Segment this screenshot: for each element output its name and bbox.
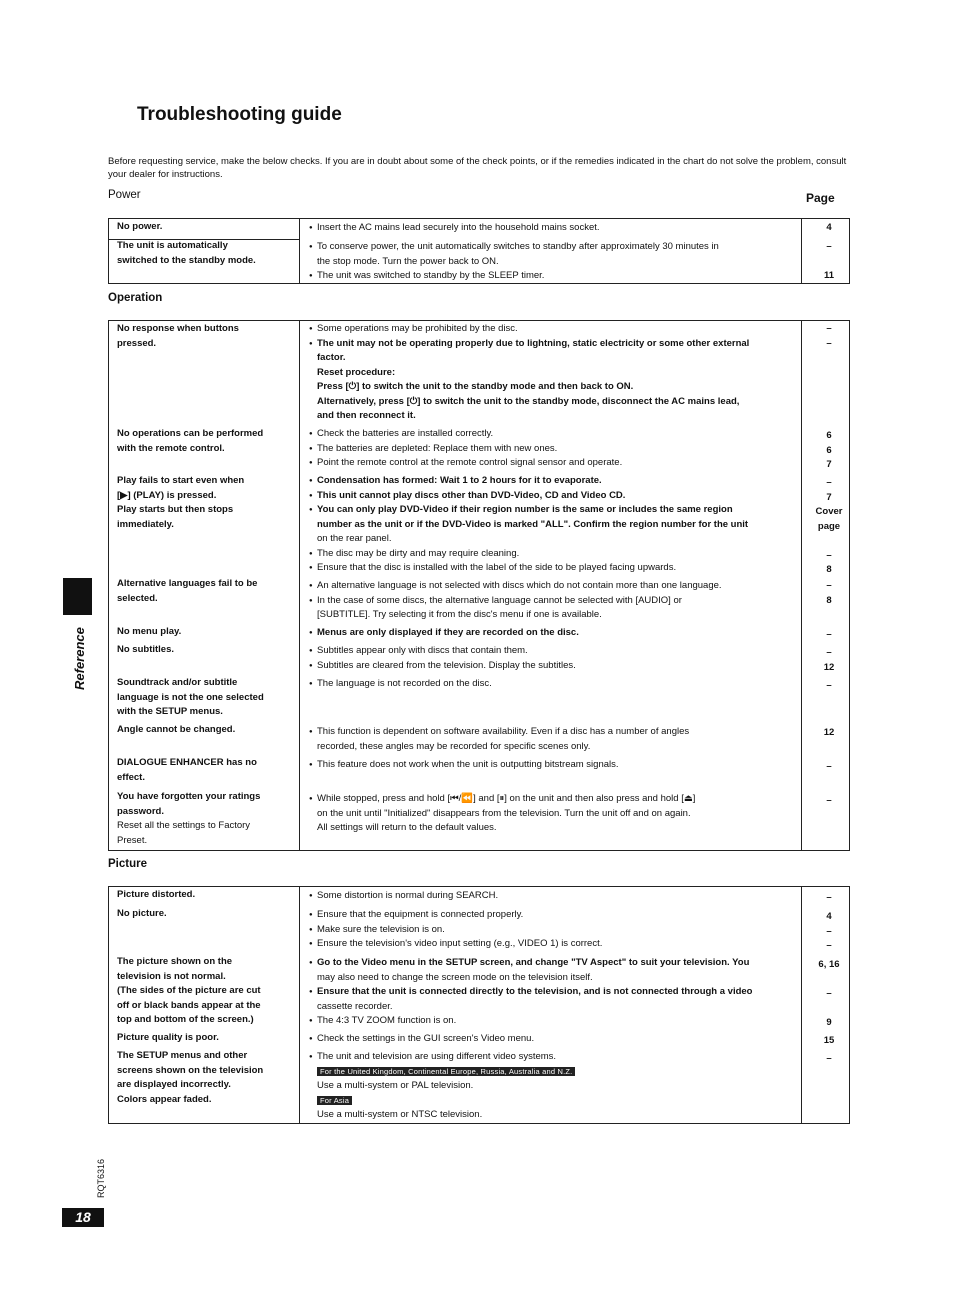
problem-no-response: No response when buttons pressed. bbox=[117, 323, 239, 349]
page-ref: – bbox=[826, 629, 832, 640]
remedy-list: ● Go to the Video menu in the SETUP screen, and change "TV Aspect" to suit your television. You may also need to change the screen mode on the television itself. ● Ensure that the unit is connected directly to the television, and is not connected through a video cassette recorder. ● The 4:3 TV ZOOM function is on. bbox=[309, 956, 797, 1029]
operation-table bbox=[108, 320, 850, 851]
remedy-list: ● Some distortion is normal during SEARCH. bbox=[309, 889, 797, 904]
page-ref: – bbox=[826, 795, 832, 806]
intro-text: Before requesting service, make the below checks. If you are in doubt about some of the check points, or if the remedies indicated in the chart do not solve the problem, consult your dealer for instructions. bbox=[108, 156, 847, 180]
side-label: Reference bbox=[72, 627, 87, 690]
remedy-list: ● An alternative language is not selected with discs which do not contain more than one language. ● In the case of some discs, the alternative language cannot be selected with [AUDIO] or [SUBTITLE]. Try selecting it from the disc's menu if one is available. bbox=[309, 579, 797, 623]
page-number: 18 bbox=[62, 1208, 104, 1227]
picture-table bbox=[108, 886, 850, 1124]
problem-auto-standby: The unit is automatically switched to the standby mode. bbox=[117, 240, 256, 266]
remedy-list: ● The unit and television are using different video systems. For the United Kingdom, Continental Europe, Russia, Australia and N.Z. Use a multi-system or PAL television. For Asia Use a multi-system or NTSC television. bbox=[309, 1050, 797, 1123]
problem-setup-menus: The SETUP menus and other screens shown on the television are displayed incorrectly. Colors appear faded. bbox=[117, 1050, 264, 1105]
page-ref: 6, 16 – 9 bbox=[818, 959, 840, 1028]
page-ref: – bbox=[826, 1053, 832, 1064]
remedy-list: ● Condensation has formed: Wait 1 to 2 hours for it to evaporate. ● This unit cannot play discs other than DVD-Video, CD and Video CD. ● You can only play DVD-Video if their region number is the same or includes the same region number as the unit or if the DVD-Video is marked "ALL". Confirm the region number for the unit on the rear panel. ● The disc may be dirty and may require cleaning. ● Ensure that the disc is installed with the label of the side to be played facing upwards. bbox=[309, 474, 797, 576]
page-ref: – 8 bbox=[826, 580, 832, 606]
problem-angle: Angle cannot be changed. bbox=[117, 724, 236, 735]
problem-play-fails: Play fails to start even when [▶] (PLAY) is pressed. Play starts but then stops immediately. bbox=[117, 475, 245, 530]
problem-picture-distorted: Picture distorted. bbox=[117, 889, 196, 900]
problem-ratings-password: You have forgotten your ratings password. Reset all the settings to Factory Preset. bbox=[117, 791, 261, 846]
page-ref: – 11 bbox=[823, 241, 835, 281]
problem-no-menu-play: No menu play. bbox=[117, 626, 182, 637]
region-tag-asia: For Asia bbox=[317, 1096, 352, 1105]
remedy-list: ● Ensure that the equipment is connected properly. ● Make sure the television is on. ● Ensure the television's video input setting (e.g., VIDEO 1) is correct. bbox=[309, 908, 797, 952]
page-ref: – bbox=[826, 680, 832, 691]
problem-remote: No operations can be performed with the remote control. bbox=[117, 428, 264, 454]
problem-dialogue-enhancer: DIALOGUE ENHANCER has no effect. bbox=[117, 757, 257, 783]
problem-no-power: No power. bbox=[117, 221, 163, 232]
page-column-header: Page bbox=[806, 191, 835, 205]
power-table bbox=[108, 218, 850, 284]
problem-no-subtitles: No subtitles. bbox=[117, 644, 175, 655]
region-tag-europe: For the United Kingdom, Continental Europe, Russia, Australia and N.Z. bbox=[317, 1067, 575, 1076]
problem-no-picture: No picture. bbox=[117, 908, 167, 919]
remedy-list: ● This function is dependent on software availability. Even if a disc has a number of angles recorded, these angles may be recorded for specific scenes only. bbox=[309, 725, 797, 754]
remedy-list: ● This feature does not work when the unit is outputting bitstream signals. bbox=[309, 758, 797, 773]
page-ref: – 7 Cover page – 8 bbox=[815, 477, 843, 575]
remedy-list: ● Check the settings in the GUI screen's Video menu. bbox=[309, 1032, 797, 1047]
page-title: Troubleshooting guide bbox=[137, 104, 342, 125]
remedy-list: ● Check the batteries are installed correctly. ● The batteries are depleted: Replace them with new ones. ● Point the remote control at the remote control signal sensor and operate. bbox=[309, 427, 797, 471]
problem-alt-languages: Alternative languages fail to be selected. bbox=[117, 578, 258, 604]
section-heading-picture: Picture bbox=[108, 858, 147, 870]
remedy-list: ● Insert the AC mains lead securely into the household mains socket. bbox=[309, 221, 797, 236]
remedy-list: ● While stopped, press and hold [⏮/⏪] and [⏸] on the unit and then also press and hold [⏏] on the unit until "Initialized" disappears from the television. Turn the unit off and on again. All settings will return to the default values. bbox=[309, 792, 797, 836]
page-ref: – bbox=[826, 761, 832, 772]
page-ref: – bbox=[826, 892, 832, 903]
section-heading-power: Power bbox=[108, 189, 141, 201]
reference-tab-marker bbox=[63, 578, 92, 615]
remedy-list: ● Menus are only displayed if they are recorded on the disc. bbox=[309, 626, 797, 641]
page-ref: 4 – – bbox=[826, 911, 832, 951]
remedy-list: ● To conserve power, the unit automatically switches to standby after approximately 30 minutes in the stop mode. Turn the power back to ON. ● The unit was switched to standby by the SLEEP timer. bbox=[309, 240, 797, 284]
page-ref: 4 bbox=[826, 222, 832, 233]
remedy-list: ● Subtitles appear only with discs that contain them. ● Subtitles are cleared from the television. Display the subtitles. bbox=[309, 644, 797, 673]
page-ref: 15 bbox=[823, 1035, 835, 1046]
remedy-list: ● Some operations may be prohibited by the disc. ● The unit may not be operating properly due to lightning, static electricity or some other external factor. Reset procedure: Press [⏻] to switch the unit to the standby mode and then back to ON. Alternatively, press [⏻] to switch the unit to the standby mode, disconnect the AC mains lead, and then reconnect it. bbox=[309, 322, 797, 424]
problem-picture-not-normal: The picture shown on the television is not normal. (The sides of the picture are cut off or black bands appear at the top and bottom of the screen.) bbox=[117, 956, 261, 1025]
page-ref: 6 6 7 bbox=[826, 430, 832, 470]
problem-soundtrack: Soundtrack and/or subtitle language is not the one selected with the SETUP menus. bbox=[117, 677, 264, 717]
page-ref: 12 bbox=[823, 727, 835, 738]
page-ref: – 12 bbox=[823, 647, 835, 673]
section-heading-operation: Operation bbox=[108, 292, 163, 304]
problem-picture-quality: Picture quality is poor. bbox=[117, 1032, 219, 1043]
document-code: RQT6316 bbox=[96, 1158, 106, 1198]
remedy-list: ● The language is not recorded on the disc. bbox=[309, 677, 797, 692]
page-ref: – – bbox=[826, 323, 832, 349]
